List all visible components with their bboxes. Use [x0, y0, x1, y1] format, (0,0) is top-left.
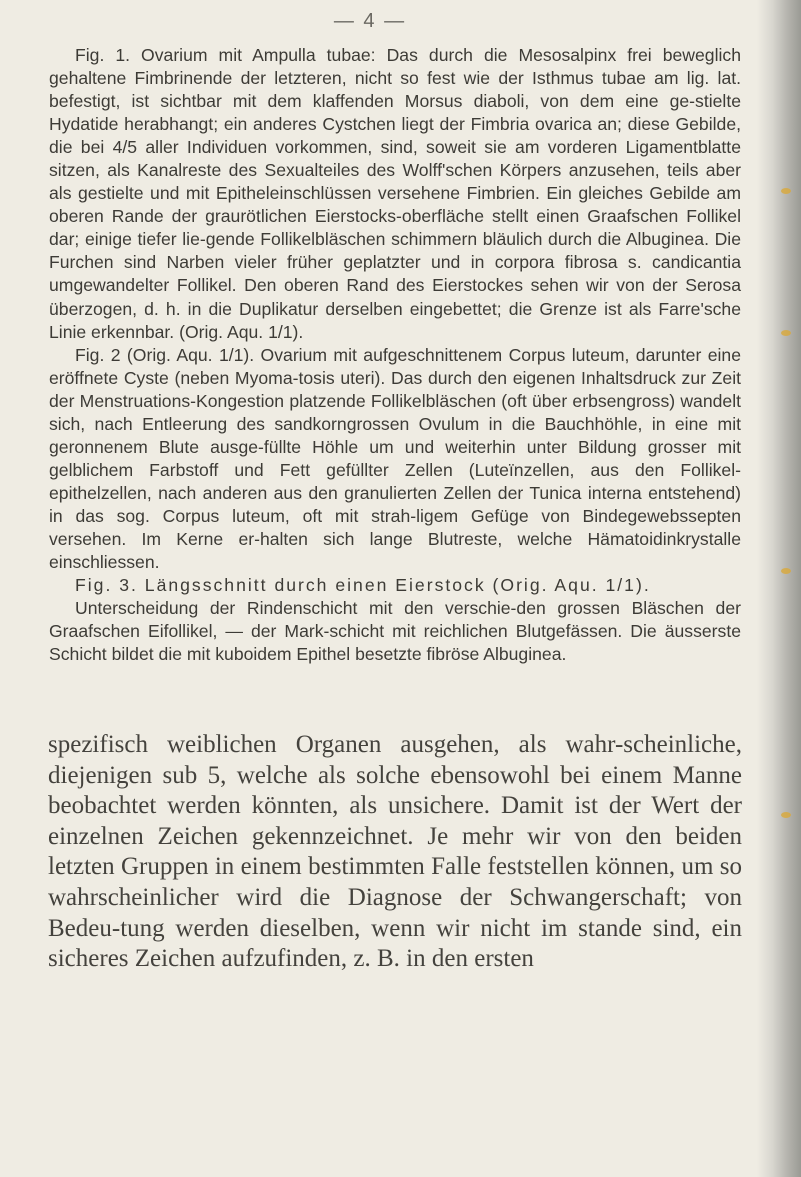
- binding-mark: [781, 330, 791, 336]
- body-paragraph: spezifisch weiblichen Organen ausgehen, als wahr-scheinliche, diejenigen sub 5, welche als solche ebensowohl bei einem Manne beobachtet werden könnten, als unsichere. Damit ist der Wert der einzelnen Zeichen gekennzeichnet. Je mehr wir von den beiden letzten Gruppen in einem bestimmten Falle feststellen können, um so wahrscheinlicher wird die Diagnose der Schwangerschaft; von Bedeu-tung werden dieselben, wenn wir nicht im stande sind, ein sicheres Zeichen aufzufinden, z. B. in den ersten: [48, 731, 742, 973]
- figure-3-caption: Unterscheidung der Rindenschicht mit den verschie-den grossen Bläschen der Graafschen Eifollikel, — der Mark-schicht mit reichlichen Blutgefässen. Die äusserste Schicht bildet die mit kuboidem Epithel besetzte fibröse Albuginea.: [49, 598, 741, 665]
- figure-2-caption: Fig. 2 (Orig. Aqu. 1/1). Ovarium mit aufgeschnittenem Corpus luteum, darunter eine eröffnete Cyste (neben Myoma-tosis uteri). Das durch den eigenen Inhaltsdruck zur Zeit der Menstruations-Kongestion platzende Follikelbläschen (oft über erbsengross) wandelt sich, nach Entleerung des sandkorngrossen Ovulum in die Bauchhöhle, in eine mit geronnenem Blute ausge-füllte Höhle um und weiterhin unter Bildung grosser mit gelblichem Farbstoff und Fett gefüllter Zellen (Luteïnzellen, aus den Follikel-epithelzellen, nach anderen aus den granulierten Zellen der Tunica interna entstehend) in das sog. Corpus luteum, oft mit strah-ligem Gefüge von Bindegewebssepten versehen. Im Kerne er-halten sich lange Blutreste, welche Hämatoidinkrystalle einschliessen.: [49, 344, 741, 573]
- figure-1-caption: Fig. 1. Ovarium mit Ampulla tubae: Das durch die Mesosalpinx frei beweglich gehaltene Fimbrinende der letzteren, nicht so fest wie der Isthmus tubae am lig. lat. befestigt, ist sichtbar mit dem klaffenden Morsus diaboli, von dem eine ge-stielte Hydatide herabhangt; ein anderes Cystchen liegt der Fimbria ovarica an; diese Gebilde, die bei 4/5 aller Individuen vorkommen, sind, soweit sie am vorderen Ligamentblatte sitzen, als Kanalreste des Sexualteiles des Wolff'schen Körpers anzusehen, teils aber als gestielte und mit Epitheleinschlüssen versehene Fimbrien. Ein gleiches Gebilde am oberen Rande der graurötlichen Eierstocks-oberfläche stellt einen Graafschen Follikel dar; einige tiefer lie-gende Follikelbläschen schimmern bläulich durch die Albuginea. Die Furchen sind Narben vieler früher geplatzter und in corpora fibrosa s. candicantia umgewandelter Follikel. Den oberen Rand des Eierstockes sehen wir von der Serosa überzogen, d. h. in die Duplikatur derselben eingebettet; die Grenze ist als Farre'sche Linie erkennbar. (Orig. Aqu. 1/1).: [49, 45, 741, 342]
- page-number: — 4 —: [333, 10, 407, 32]
- figure-3-heading: Fig. 3. Längsschnitt durch einen Eierstock (Orig. Aqu. 1/1).: [75, 575, 651, 596]
- page-binding-edge: [757, 0, 801, 1177]
- figure-captions: [49, 44, 741, 666]
- binding-mark: [781, 188, 791, 194]
- body-text: [48, 730, 742, 975]
- binding-mark: [781, 568, 791, 574]
- binding-mark: [781, 812, 791, 818]
